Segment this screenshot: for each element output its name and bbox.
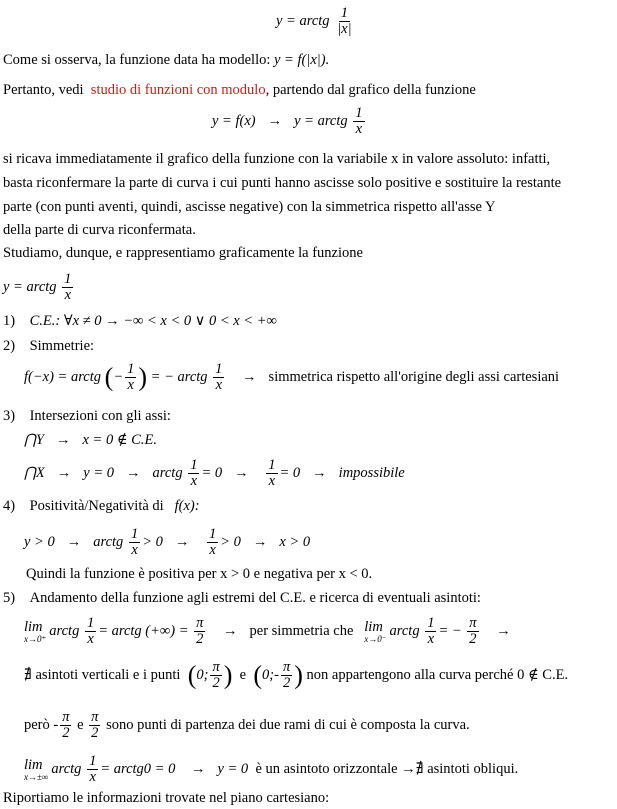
limit-zero: lim x→0⁺ arctg $\frac{1}{x}$ = arctg (+∞) = $\frac{\pi}{2}$ → per simmetria che lim x→0⁻ arctg $\frac{1}{x}$ = − $\frac{\pi}{2}$ → (24, 615, 511, 647)
sign-note: Quindi la funzione è positiva per x > 0 e negativa per x < 0. (26, 566, 373, 582)
intro-line: Come si osserva, la funzione data ha modello: y = f(|x|). (3, 52, 330, 68)
step-intersections-label: 3) Intersezioni con gli assi: (3, 408, 171, 424)
intersection-x: ⋂X → y = 0 → arctg $\frac{1}{x}$ = 0 → $\frac{1}{x}$ = 0 → impossibile (24, 457, 405, 489)
title-formula: y = arctg $\frac{1}{|x|}$ (276, 5, 352, 37)
function-formula: y = arctg $\frac{1}{x}$ (3, 271, 72, 303)
final-line: Riportiamo le informazioni trovate nel piano cartesiano: (3, 790, 330, 806)
step-symmetry-label: 2) Simmetrie: (3, 338, 95, 354)
intersection-y: ⋂Y → x = 0 ∉ C.E. (24, 432, 157, 448)
link-studio-funzioni-modulo[interactable]: studio di funzioni con modulo (90, 82, 266, 98)
paragraph-line: Studiamo, dunque, e rappresentiamo graficamente la funzione (3, 245, 363, 261)
paragraph-line: si ricava immediatamente il grafico della funzione con la variabile x in valore assoluto: infatti, (3, 151, 551, 167)
branch-start-line: però - $\frac{\pi}{2}$ e $\frac{\pi}{2}$ sono punti di partenza dei due rami di cui è composta la curva. (24, 709, 470, 741)
paragraph-line: basta riconfermare la parte di curva i cui punti hanno ascisse solo positive e sostituire la restante (3, 175, 562, 191)
vertical-asymptotes-line: ∄ asintoti verticali e i punti (0; $\frac{\pi}{2}$ ) e (0;- $\frac{\pi}{2}$ ) non appartengono alla curva perché 0 ∉ C.E. (24, 659, 569, 691)
step-asymptotes-label: 5) Andamento della funzione agli estremi del C.E. e ricerca di eventuali asintoti: (3, 590, 481, 606)
limit-infinity: lim x→±∞ arctg $\frac{1}{x}$ = arctg0 = 0 → y = 0 è un asintoto orizzontale →∄ asintoti obliqui. (24, 753, 519, 785)
paragraph-line: parte (con punti aventi, quindi, ascisse negative) con la simmetrica rispetto all'asse Y (3, 199, 496, 215)
reference-line: Pertanto, vedi studio di funzioni con modulo, partendo dal grafico della funzione (3, 82, 476, 98)
step-sign-label: 4) Positività/Negatività di f(x): (3, 498, 200, 514)
step-domain: 1) C.E.: ∀x ≠ 0 → −∞ < x < 0 ∨ 0 < x < +∞ (3, 313, 277, 329)
sign-formula: y > 0 → arctg $\frac{1}{x}$ > 0 → $\frac{1}{x}$ > 0 → x > 0 (24, 526, 311, 558)
step-symmetry-formula: f(−x) = arctg (− $\frac{1}{x}$ ) = − arctg $\frac{1}{x}$ → simmetrica rispetto all'origine degli assi cartesiani (24, 361, 560, 393)
paragraph-line: della parte di curva riconfermata. (3, 222, 196, 238)
transform-formula: y = f(x) → y = arctg $\frac{1}{x}$ (212, 105, 363, 137)
